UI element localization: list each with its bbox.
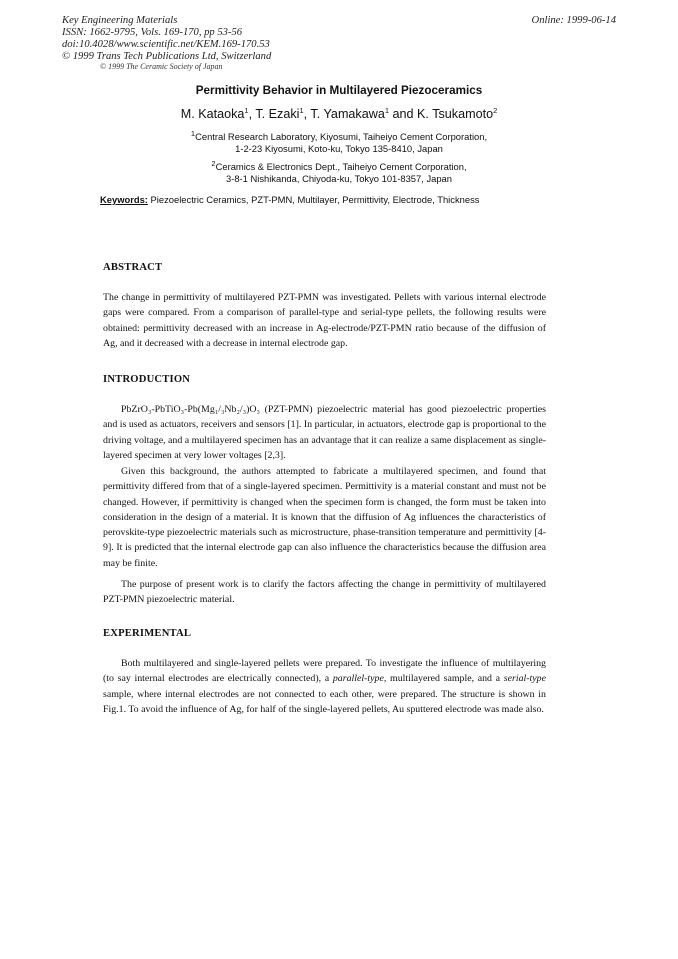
experimental-heading: EXPERIMENTAL — [103, 628, 192, 639]
author-affiliation-mark: 1 — [244, 106, 249, 115]
affiliation-address: 1-2-23 Kiyosumi, Koto-ku, Tokyo 135-8410, Japan — [235, 143, 443, 155]
introduction-paragraph-1 — [103, 402, 546, 463]
author-affiliation-mark: 1 — [299, 106, 304, 115]
author-separator: , — [303, 107, 311, 122]
journal-name: Key Engineering Materials — [62, 15, 178, 26]
serial-type-term: serial-type — [503, 673, 546, 685]
author-list — [0, 106, 678, 121]
journal-header — [62, 15, 392, 63]
author-separator: , — [248, 107, 256, 122]
affiliation-2 — [0, 158, 678, 186]
experimental-paragraph — [103, 656, 546, 717]
doi-line: doi:10.4028/www.scientific.net/KEM.169-170.53 — [62, 39, 270, 51]
issn-line: ISSN: 1662-9795, Vols. 169-170, pp 53-56 — [62, 27, 243, 39]
abstract-heading: ABSTRACT — [103, 262, 163, 273]
introduction-heading: INTRODUCTION — [103, 374, 191, 385]
abstract-paragraph: The change in permittivity of multilayered PZT-PMN was investigated. Pellets with various internal electrode gaps were compared. From a comparison of parallel-type and serial-type pellets, the following results were obtained: permittivity decreased with an increase in Ag-electrode/PZT-PMN ratio because of the diffusion of Ag, and it decreased with a decrease in internal electrode gap. — [103, 292, 546, 349]
keywords-label: Keywords: — [100, 194, 148, 205]
paper-title: Permittivity Behavior in Multilayered Piezoceramics — [195, 84, 483, 97]
pzt-pmn-formula: PbZrO₃-PbTiO₃-Pb(Mg₁/₃Nb₂/₃)O₃ — [121, 404, 260, 415]
keywords-line — [100, 194, 570, 205]
author-separator: and — [389, 107, 418, 122]
parallel-type-term: parallel-type, — [332, 673, 387, 685]
author-name: K. Tsukamoto — [417, 107, 494, 122]
society-copyright: © 1999 The Ceramic Society of Japan — [100, 62, 223, 71]
affiliation-line: Central Research Laboratory, Kiyosumi, Taiheiyo Cement Corporation, — [195, 131, 488, 143]
experimental-text: Both multilayered and single-layered pellets were prepared. To investigate the influence of multilayering (to say internal electrodes are electrically connected), a — [103, 658, 546, 685]
affiliation-line: Ceramics & Electronics Dept., Taiheiyo Cement Corporation, — [215, 161, 467, 173]
author-affiliation-mark: 2 — [493, 106, 498, 115]
introduction-paragraph-1-text: (PZT-PMN) piezoelectric material has good piezoelectric properties and is used as actuators, receivers and sensors [1]. In particular, in actuators, electrode gap is proportional to the driving voltage, and a multilayered specimen has an advantage that it can realize a same displacement as single-layered specimen at very lower voltages [2,3]. — [103, 404, 546, 461]
experimental-text: sample, where internal electrodes are not connected to each other, were prepared. The structure is shown in Fig.1. To avoid the influence of Ag, for half of the single-layered pellets, Au sputtered electrode was made also. — [103, 688, 546, 715]
author-name: M. Kataoka — [180, 107, 245, 122]
affiliation-number: 1 — [190, 129, 196, 138]
affiliation-number: 2 — [211, 159, 216, 168]
author-name: T. Yamakawa — [310, 107, 385, 122]
author-name: T. Ezaki — [255, 107, 300, 122]
introduction-paragraph-2: Given this background, the authors attempted to fabricate a multilayered specimen, and found that permittivity differed from that of a single-layered specimen. Permittivity is a material constant and must not be changed. However, if permittivity is changed when the specimen form is changed, the form must be taken into consideration in the design of a material. It is known that the diffusion of Ag influences the characteristics of perovskite-type piezoelectric materials such as microstructure, phase-transition temperature and permittivity [4-9]. It is predicted that the internal electrode gap can also influence the characteristics because the diffusion area may be finite. — [103, 466, 546, 569]
keywords-text: Piezoelectric Ceramics, PZT-PMN, Multilayer, Permittivity, Electrode, Thickness — [147, 194, 480, 205]
experimental-text: multilayered sample, and a — [386, 673, 504, 685]
affiliation-address: 3-8-1 Nishikanda, Chiyoda-ku, Tokyo 101-8357, Japan — [225, 173, 452, 185]
copyright-line: © 1999 Trans Tech Publications Ltd, Switzerland — [62, 51, 272, 63]
introduction-paragraph-3: The purpose of present work is to clarify the factors affecting the change in permittivity of multilayered PZT-PMN piezoelectric material. — [103, 579, 546, 606]
online-date: Online: 1999-06-14 — [531, 15, 616, 26]
author-affiliation-mark: 1 — [384, 106, 390, 115]
affiliation-1 — [0, 128, 678, 156]
